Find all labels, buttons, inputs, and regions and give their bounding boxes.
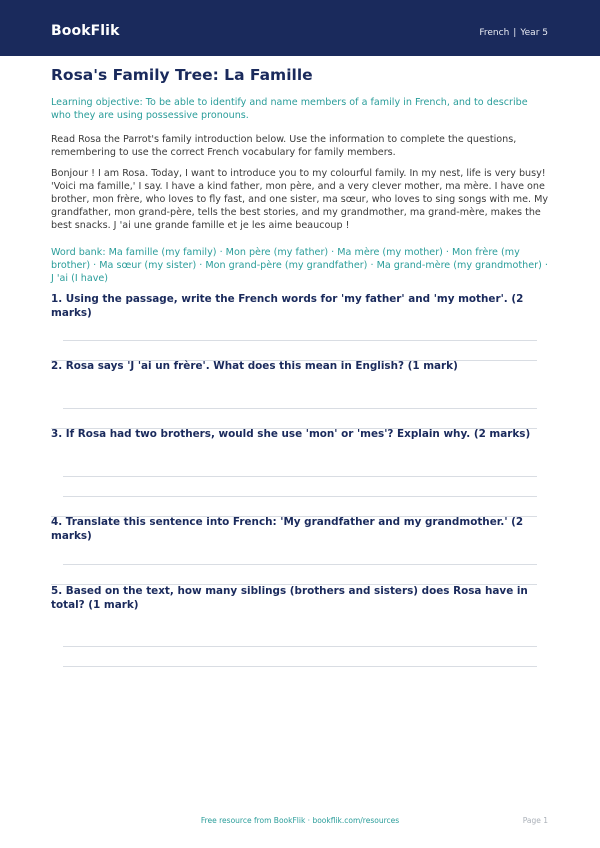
page-number: Page 1 [522, 816, 548, 825]
question-5: 5. Based on the text, how many siblings (brothers and sisters) does Rosa have in total? (1 mark) [51, 585, 528, 611]
year-label: Year 5 [520, 28, 548, 38]
header-bar [0, 0, 600, 56]
answer-line[interactable] [63, 496, 537, 497]
subject-year-label [479, 28, 548, 38]
subject-label: French [479, 28, 510, 38]
answer-line[interactable] [63, 476, 537, 477]
answer-line[interactable] [63, 646, 537, 647]
answer-line[interactable] [63, 340, 537, 341]
question-2: 2. Rosa says 'J 'ai un frère'. What does this mean in English? (1 mark) [51, 360, 458, 372]
word-bank: Word bank: Ma famille (my family) · Mon père (my father) · Ma mère (my mother) · Mon frère (my brother) · Ma sœur (my sister) · Mon grand-père (my grandfather) · Ma grand-mère (my grandmother) · J 'ai (I have) [51, 247, 548, 284]
question-3: 3. If Rosa had two brothers, would she use 'mon' or 'mes'? Explain why. (2 marks) [51, 428, 531, 440]
answer-line[interactable] [63, 408, 537, 409]
instructions-text: Read Rosa the Parrot's family introduction below. Use the information to complete the questions, remembering to use the correct French vocabulary for family members. [51, 134, 517, 158]
learning-objective: Learning objective: To be able to identify and name members of a family in French, and to describe who they are using possessive pronouns. [51, 97, 528, 121]
answer-line[interactable] [63, 666, 537, 667]
question-1: 1. Using the passage, write the French words for 'my father' and 'my mother'. (2 marks) [51, 293, 524, 319]
reading-passage: Bonjour ! I am Rosa. Today, I want to introduce you to my colourful family. In my nest, life is very busy! 'Voici ma famille,' I say. I have a kind father, mon père, and a very clever mother, ma mère. I have one brother, mon frère, who loves to fly fast, and one sister, ma sœur, who loves to sing songs with me. My grandfather, mon grand-père, tells the best stories, and my grandmother, ma grand-mère, makes the best snacks. J 'ai une grande famille et je les aime beaucoup ! [51, 168, 549, 231]
separator: | [513, 28, 517, 38]
worksheet-title: Rosa's Family Tree: La Famille [51, 66, 313, 84]
question-4: 4. Translate this sentence into French: 'My grandfather and my grandmother.' (2 marks) [51, 516, 524, 542]
answer-line[interactable] [63, 564, 537, 565]
footer-source: Free resource from BookFlik · bookflik.com/resources [200, 816, 400, 825]
brand-logo: BookFlik [51, 23, 120, 39]
